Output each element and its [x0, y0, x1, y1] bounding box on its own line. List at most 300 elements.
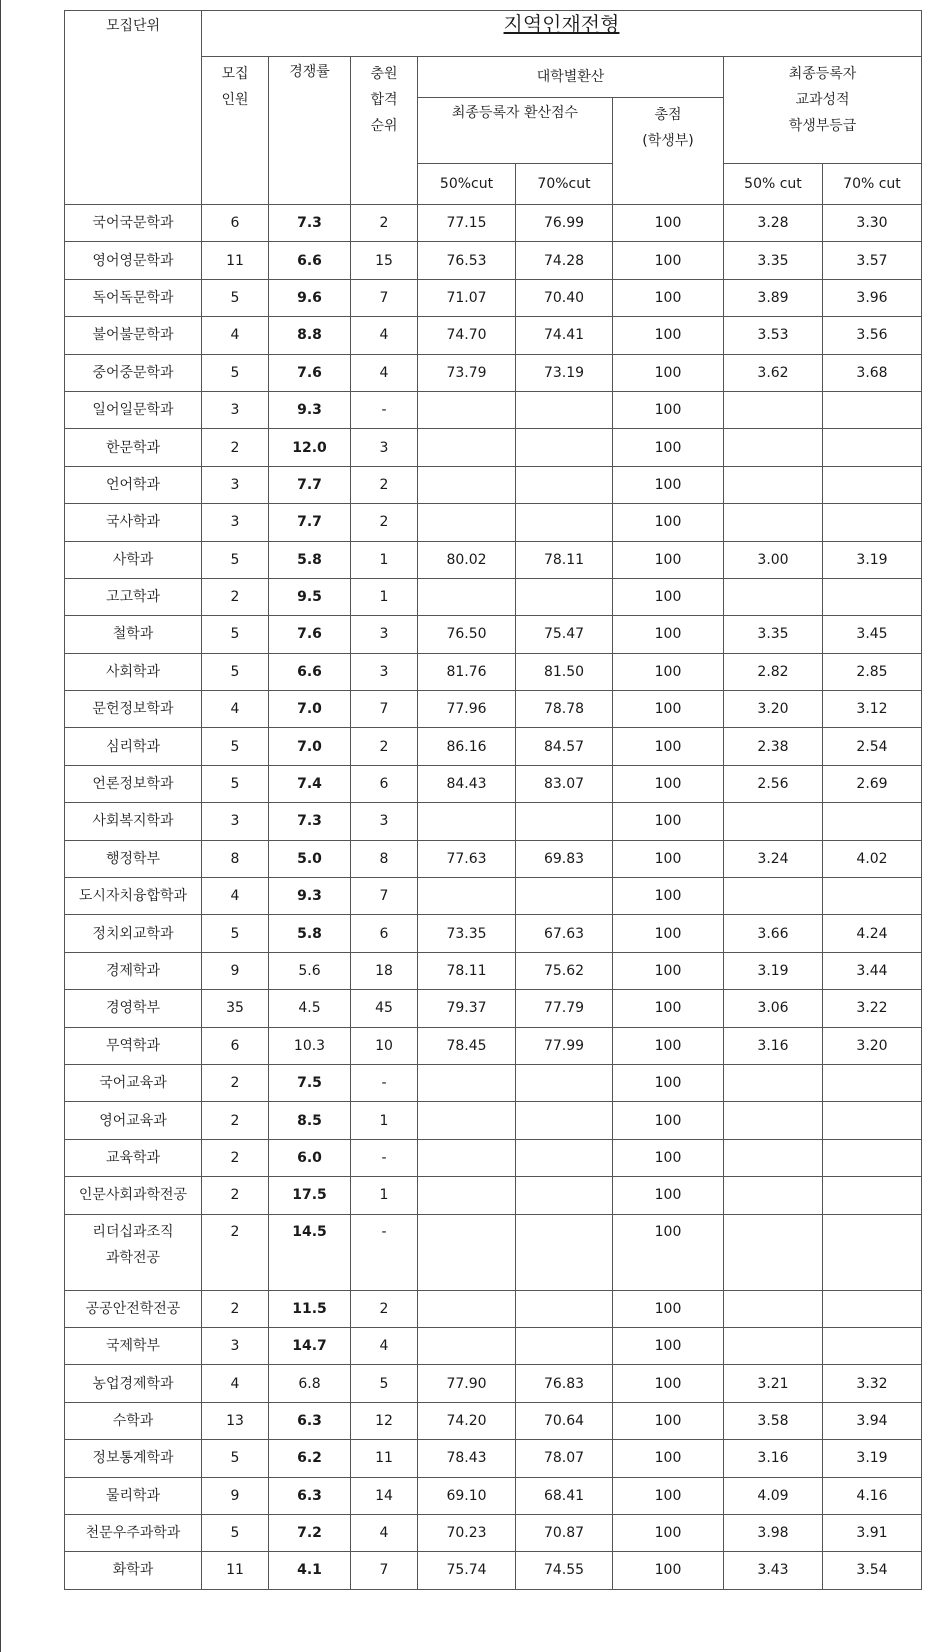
department-name-line: 과학전공	[105, 1249, 161, 1266]
competition-rate: 9.6	[269, 279, 351, 316]
grade-cut50: 3.35	[724, 242, 823, 279]
grade-cut70: 3.54	[823, 1552, 922, 1589]
table-row	[65, 1290, 922, 1327]
department-name: 수학과	[65, 1402, 202, 1439]
score-cut70	[516, 878, 613, 915]
competition-rate: 4.1	[269, 1552, 351, 1589]
department-name: 국사학과	[65, 504, 202, 541]
recruit-count: 3	[202, 391, 269, 428]
header-total	[613, 98, 724, 205]
recruit-count: 5	[202, 915, 269, 952]
reserve-rank: 4	[351, 354, 418, 391]
score-cut50: 74.20	[418, 1402, 516, 1439]
grade-cut70: 3.30	[823, 205, 922, 242]
reserve-rank: 7	[351, 691, 418, 728]
table-row	[65, 242, 922, 279]
reserve-rank: -	[351, 1064, 418, 1101]
grade-cut70	[823, 578, 922, 615]
score-cut50: 78.43	[418, 1440, 516, 1477]
total-score: 100	[613, 691, 724, 728]
total-score: 100	[613, 205, 724, 242]
header-recruit-line1: 모집	[221, 66, 249, 82]
reserve-rank: 3	[351, 803, 418, 840]
reserve-rank: -	[351, 391, 418, 428]
header-recruit-line2: 인원	[221, 92, 249, 108]
score-cut70	[516, 803, 613, 840]
recruit-count: 4	[202, 317, 269, 354]
score-cut70	[516, 1177, 613, 1214]
grade-cut70: 2.54	[823, 728, 922, 765]
score-cut50	[418, 1290, 516, 1327]
recruit-count: 2	[202, 429, 269, 466]
total-score: 100	[613, 1064, 724, 1101]
table-row	[65, 1139, 922, 1176]
table-row	[65, 1514, 922, 1551]
table-row	[65, 1102, 922, 1139]
total-score: 100	[613, 653, 724, 690]
reserve-rank: 2	[351, 504, 418, 541]
department-name: 천문우주과학과	[65, 1514, 202, 1551]
score-cut70	[516, 1102, 613, 1139]
department-name: 행정학부	[65, 840, 202, 877]
total-score: 100	[613, 915, 724, 952]
score-cut50: 86.16	[418, 728, 516, 765]
competition-rate: 7.0	[269, 691, 351, 728]
recruit-count: 6	[202, 205, 269, 242]
table-row	[65, 653, 922, 690]
total-score: 100	[613, 541, 724, 578]
grade-cut70: 3.20	[823, 1027, 922, 1064]
department-name: 물리학과	[65, 1477, 202, 1514]
recruit-count: 6	[202, 1027, 269, 1064]
recruit-count: 5	[202, 616, 269, 653]
department-name: 정치외교학과	[65, 915, 202, 952]
competition-rate: 14.5	[269, 1214, 351, 1290]
department-name: 영어영문학과	[65, 242, 202, 279]
department-name: 심리학과	[65, 728, 202, 765]
score-cut70	[516, 391, 613, 428]
department-name: 문헌정보학과	[65, 691, 202, 728]
table-row	[65, 429, 922, 466]
grade-cut70: 3.94	[823, 1402, 922, 1439]
score-cut70	[516, 1064, 613, 1101]
table-row	[65, 1477, 922, 1514]
score-cut50	[418, 1214, 516, 1290]
grade-cut50	[724, 429, 823, 466]
score-cut70: 74.41	[516, 317, 613, 354]
reserve-rank: 2	[351, 1290, 418, 1327]
total-score: 100	[613, 279, 724, 316]
table-row	[65, 205, 922, 242]
score-cut70: 74.28	[516, 242, 613, 279]
department-name: 한문학과	[65, 429, 202, 466]
department-name: 언론정보학과	[65, 765, 202, 802]
recruit-count: 3	[202, 466, 269, 503]
competition-rate: 12.0	[269, 429, 351, 466]
department-name: 공공안전학전공	[65, 1290, 202, 1327]
competition-rate: 11.5	[269, 1290, 351, 1327]
total-score: 100	[613, 1102, 724, 1139]
score-cut50	[418, 878, 516, 915]
total-score: 100	[613, 1365, 724, 1402]
total-score: 100	[613, 1177, 724, 1214]
grade-cut50	[724, 466, 823, 503]
grade-cut70: 3.44	[823, 952, 922, 989]
score-cut50	[418, 1139, 516, 1176]
grade-cut50	[724, 391, 823, 428]
grade-cut70	[823, 466, 922, 503]
competition-rate: 5.8	[269, 915, 351, 952]
department-name: 고고학과	[65, 578, 202, 615]
recruit-count: 3	[202, 1327, 269, 1364]
header-total-line1: 총점	[654, 107, 682, 123]
department-name: 일어일문학과	[65, 391, 202, 428]
total-score: 100	[613, 1327, 724, 1364]
score-cut50: 77.15	[418, 205, 516, 242]
recruit-count: 5	[202, 1514, 269, 1551]
score-cut50: 75.74	[418, 1552, 516, 1589]
reserve-rank: 3	[351, 616, 418, 653]
grade-cut50: 3.43	[724, 1552, 823, 1589]
total-score: 100	[613, 429, 724, 466]
header-grade-cut50: 50% cut	[724, 164, 823, 205]
recruit-count: 3	[202, 803, 269, 840]
grade-cut70	[823, 1064, 922, 1101]
grade-cut50: 3.66	[724, 915, 823, 952]
total-score: 100	[613, 1440, 724, 1477]
recruit-count: 5	[202, 765, 269, 802]
reserve-rank: 1	[351, 578, 418, 615]
table-row	[65, 952, 922, 989]
table-row	[65, 504, 922, 541]
grade-cut50	[724, 1102, 823, 1139]
recruit-count: 2	[202, 1177, 269, 1214]
score-cut70	[516, 504, 613, 541]
department-name: 사학과	[65, 541, 202, 578]
grade-cut70	[823, 429, 922, 466]
competition-rate: 6.8	[269, 1365, 351, 1402]
score-cut70: 75.62	[516, 952, 613, 989]
grade-cut50: 3.19	[724, 952, 823, 989]
table-row	[65, 840, 922, 877]
department-name: 사회복지학과	[65, 803, 202, 840]
reserve-rank: 3	[351, 653, 418, 690]
total-score: 100	[613, 354, 724, 391]
reserve-rank: 2	[351, 205, 418, 242]
score-cut50	[418, 391, 516, 428]
total-score: 100	[613, 466, 724, 503]
recruit-count: 5	[202, 279, 269, 316]
department-name: 국어교육과	[65, 1064, 202, 1101]
grade-cut50: 3.00	[724, 541, 823, 578]
total-score: 100	[613, 1552, 724, 1589]
table-row	[65, 990, 922, 1027]
recruit-count: 4	[202, 1365, 269, 1402]
total-score: 100	[613, 1402, 724, 1439]
total-score: 100	[613, 765, 724, 802]
reserve-rank: 18	[351, 952, 418, 989]
header-competition: 경쟁률	[269, 57, 351, 205]
header-final-grade-line2: 교과성적	[795, 92, 850, 108]
score-cut50	[418, 1064, 516, 1101]
reserve-rank: 11	[351, 1440, 418, 1477]
department-name-line: 리더십과조직	[92, 1223, 174, 1240]
table-row	[65, 1402, 922, 1439]
grade-cut50: 2.56	[724, 765, 823, 802]
competition-rate: 9.3	[269, 391, 351, 428]
table-row	[65, 1440, 922, 1477]
total-score: 100	[613, 803, 724, 840]
table-row	[65, 765, 922, 802]
header-title: 지역인재전형	[202, 11, 922, 57]
score-cut50: 74.70	[418, 317, 516, 354]
grade-cut70	[823, 1102, 922, 1139]
header-reserve-line1: 충원	[370, 66, 398, 82]
score-cut50: 70.23	[418, 1514, 516, 1551]
competition-rate: 10.3	[269, 1027, 351, 1064]
score-cut50	[418, 1177, 516, 1214]
table-row	[65, 1327, 922, 1364]
score-cut70: 84.57	[516, 728, 613, 765]
score-cut50	[418, 504, 516, 541]
recruit-count: 9	[202, 952, 269, 989]
department-name: 사회학과	[65, 653, 202, 690]
table-body	[65, 205, 922, 1590]
table-row	[65, 1064, 922, 1101]
grade-cut70	[823, 1139, 922, 1176]
score-cut50	[418, 803, 516, 840]
reserve-rank: 7	[351, 279, 418, 316]
score-cut50: 76.53	[418, 242, 516, 279]
grade-cut70	[823, 1327, 922, 1364]
competition-rate: 9.5	[269, 578, 351, 615]
table-row	[65, 616, 922, 653]
header-final-grade	[724, 57, 922, 164]
recruit-count: 4	[202, 878, 269, 915]
grade-cut50	[724, 878, 823, 915]
score-cut50: 69.10	[418, 1477, 516, 1514]
department-name: 무역학과	[65, 1027, 202, 1064]
grade-cut70: 3.91	[823, 1514, 922, 1551]
grade-cut70	[823, 391, 922, 428]
grade-cut50: 4.09	[724, 1477, 823, 1514]
left-border-line	[0, 0, 1, 1652]
reserve-rank: -	[351, 1214, 418, 1290]
grade-cut50: 3.98	[724, 1514, 823, 1551]
grade-cut50: 3.16	[724, 1440, 823, 1477]
score-cut50: 78.11	[418, 952, 516, 989]
header-final-score: 최종등록자 환산점수	[418, 98, 613, 164]
grade-cut50	[724, 1139, 823, 1176]
grade-cut50: 3.62	[724, 354, 823, 391]
grade-cut70	[823, 1214, 922, 1290]
grade-cut50: 3.21	[724, 1365, 823, 1402]
department-name: 농업경제학과	[65, 1365, 202, 1402]
total-score: 100	[613, 1514, 724, 1551]
grade-cut50: 3.35	[724, 616, 823, 653]
header-grade-cut70: 70% cut	[823, 164, 922, 205]
grade-cut70	[823, 1290, 922, 1327]
grade-cut70: 3.56	[823, 317, 922, 354]
header-reserve-line2: 합격	[370, 92, 398, 108]
recruit-count: 4	[202, 691, 269, 728]
score-cut50: 79.37	[418, 990, 516, 1027]
total-score: 100	[613, 990, 724, 1027]
total-score: 100	[613, 1027, 724, 1064]
reserve-rank: 4	[351, 1514, 418, 1551]
recruit-count: 13	[202, 1402, 269, 1439]
competition-rate: 7.5	[269, 1064, 351, 1101]
department-name	[65, 1214, 202, 1290]
reserve-rank: 6	[351, 765, 418, 802]
department-name: 경제학과	[65, 952, 202, 989]
competition-rate: 6.2	[269, 1440, 351, 1477]
grade-cut70	[823, 878, 922, 915]
score-cut70: 76.99	[516, 205, 613, 242]
score-cut70: 74.55	[516, 1552, 613, 1589]
recruit-count: 35	[202, 990, 269, 1027]
competition-rate: 6.6	[269, 242, 351, 279]
competition-rate: 8.5	[269, 1102, 351, 1139]
score-cut50	[418, 429, 516, 466]
competition-rate: 8.8	[269, 317, 351, 354]
recruit-count: 2	[202, 578, 269, 615]
total-score: 100	[613, 1290, 724, 1327]
department-name: 불어불문학과	[65, 317, 202, 354]
grade-cut70: 3.96	[823, 279, 922, 316]
grade-cut50	[724, 803, 823, 840]
score-cut50: 78.45	[418, 1027, 516, 1064]
score-cut70: 68.41	[516, 1477, 613, 1514]
score-cut70: 77.79	[516, 990, 613, 1027]
recruit-count: 11	[202, 242, 269, 279]
competition-rate: 7.6	[269, 354, 351, 391]
score-cut70: 70.64	[516, 1402, 613, 1439]
table-row	[65, 466, 922, 503]
recruit-count: 3	[202, 504, 269, 541]
score-cut50: 71.07	[418, 279, 516, 316]
department-name: 철학과	[65, 616, 202, 653]
total-score: 100	[613, 391, 724, 428]
header-reserve	[351, 57, 418, 205]
grade-cut70: 3.19	[823, 1440, 922, 1477]
total-score: 100	[613, 878, 724, 915]
department-name: 교육학과	[65, 1139, 202, 1176]
table-row	[65, 279, 922, 316]
grade-cut70	[823, 504, 922, 541]
score-cut70: 75.47	[516, 616, 613, 653]
grade-cut70: 3.57	[823, 242, 922, 279]
table-row	[65, 317, 922, 354]
competition-rate: 5.8	[269, 541, 351, 578]
score-cut50: 81.76	[418, 653, 516, 690]
score-cut50	[418, 578, 516, 615]
total-score: 100	[613, 1214, 724, 1290]
header-univ-convert: 대학별환산	[418, 57, 724, 98]
recruit-count: 5	[202, 541, 269, 578]
competition-rate: 7.3	[269, 205, 351, 242]
table-row	[65, 878, 922, 915]
reserve-rank: 4	[351, 317, 418, 354]
competition-rate: 9.3	[269, 878, 351, 915]
reserve-rank: 2	[351, 728, 418, 765]
grade-cut50: 3.20	[724, 691, 823, 728]
grade-cut70: 2.85	[823, 653, 922, 690]
score-cut50: 77.63	[418, 840, 516, 877]
total-score: 100	[613, 317, 724, 354]
grade-cut70: 2.69	[823, 765, 922, 802]
header-recruit	[202, 57, 269, 205]
total-score: 100	[613, 242, 724, 279]
table-row	[65, 1552, 922, 1589]
reserve-rank: -	[351, 1139, 418, 1176]
score-cut70	[516, 1327, 613, 1364]
grade-cut50	[724, 504, 823, 541]
competition-rate: 6.3	[269, 1402, 351, 1439]
recruit-count: 9	[202, 1477, 269, 1514]
score-cut70	[516, 1290, 613, 1327]
header-score-cut50: 50%cut	[418, 164, 516, 205]
grade-cut70	[823, 803, 922, 840]
total-score: 100	[613, 840, 724, 877]
header-unit: 모집단위	[65, 11, 202, 205]
score-cut50: 73.79	[418, 354, 516, 391]
recruit-count: 5	[202, 728, 269, 765]
competition-rate: 7.7	[269, 504, 351, 541]
grade-cut70	[823, 1177, 922, 1214]
score-cut70	[516, 578, 613, 615]
department-name: 언어학과	[65, 466, 202, 503]
score-cut70	[516, 466, 613, 503]
total-score: 100	[613, 504, 724, 541]
grade-cut50: 3.53	[724, 317, 823, 354]
score-cut50: 76.50	[418, 616, 516, 653]
score-cut50: 77.90	[418, 1365, 516, 1402]
department-name: 정보통계학과	[65, 1440, 202, 1477]
recruit-count: 5	[202, 653, 269, 690]
score-cut70: 78.78	[516, 691, 613, 728]
grade-cut50: 2.38	[724, 728, 823, 765]
score-cut70: 78.07	[516, 1440, 613, 1477]
grade-cut70: 4.24	[823, 915, 922, 952]
header-reserve-line3: 순위	[370, 118, 398, 134]
total-score: 100	[613, 952, 724, 989]
total-score: 100	[613, 616, 724, 653]
competition-rate: 7.0	[269, 728, 351, 765]
reserve-rank: 5	[351, 1365, 418, 1402]
competition-rate: 7.6	[269, 616, 351, 653]
table-row	[65, 915, 922, 952]
reserve-rank: 12	[351, 1402, 418, 1439]
department-name: 인문사회과학전공	[65, 1177, 202, 1214]
reserve-rank: 15	[351, 242, 418, 279]
header-score-cut70: 70%cut	[516, 164, 613, 205]
recruit-count: 5	[202, 1440, 269, 1477]
score-cut50	[418, 1102, 516, 1139]
grade-cut50: 3.89	[724, 279, 823, 316]
table-row	[65, 728, 922, 765]
department-name: 중어중문학과	[65, 354, 202, 391]
competition-rate: 4.5	[269, 990, 351, 1027]
score-cut50: 73.35	[418, 915, 516, 952]
table-row	[65, 1214, 922, 1290]
table-row	[65, 691, 922, 728]
department-name: 독어독문학과	[65, 279, 202, 316]
competition-rate: 7.3	[269, 803, 351, 840]
grade-cut50: 3.24	[724, 840, 823, 877]
competition-rate: 5.0	[269, 840, 351, 877]
department-name: 영어교육과	[65, 1102, 202, 1139]
